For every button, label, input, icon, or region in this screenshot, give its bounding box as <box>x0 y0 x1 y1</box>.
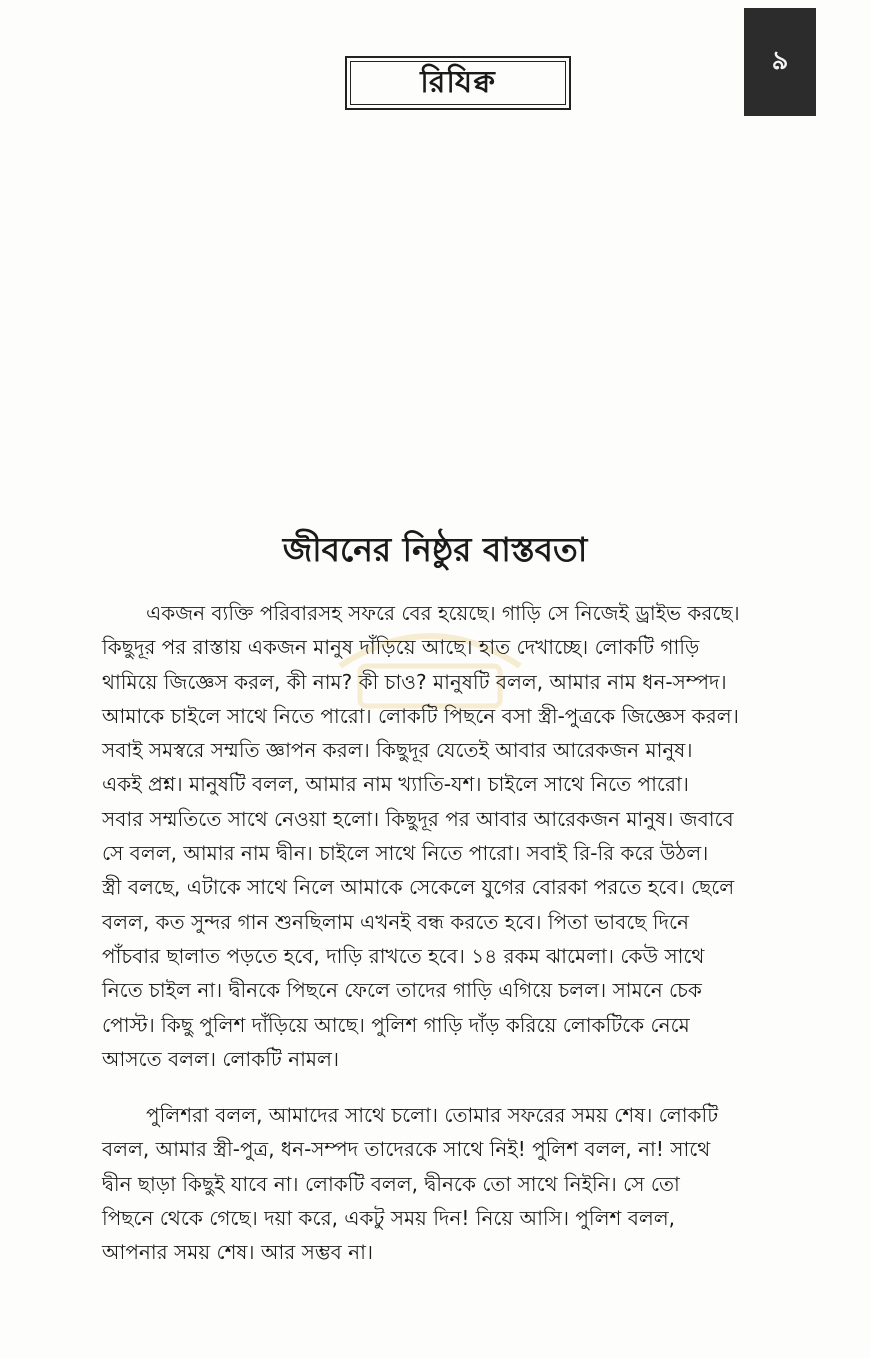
text-line: আপনার সময় শেষ। আর সম্ভব না। <box>102 1240 374 1265</box>
text-line: নিতে চাইল না। দ্বীনকে পিছনে ফেলে তাদের গাড়ি এগিয়ে চলল। সামনে চেক <box>102 978 702 1003</box>
paragraph-1 <box>102 596 826 1076</box>
text-line: পাঁচবার ছালাত পড়তে হবে, দাড়ি রাখতে হবে। ১৪ রকম ঝামেলা। কেউ সাথে <box>102 943 705 968</box>
text-line: একজন ব্যক্তি পরিবারসহ সফরে বের হয়েছে। গাড়ি সে নিজেই ড্রাইভ করছে। <box>146 601 740 625</box>
text-line: থামিয়ে জিজ্ঞেস করল, কী নাম? কী চাও? মানুষটি বলল, আমার নাম ধন-সম্পদ। <box>102 669 727 694</box>
text-line: সবার সম্মতিতে সাথে নেওয়া হলো। কিছুদূর পর আবার আরেকজন মানুষ। জবাবে <box>102 806 734 831</box>
paragraph-2 <box>102 1098 826 1269</box>
text-line: দ্বীন ছাড়া কিছুই যাবে না। লোকটি বলল, দ্বীনকে তো সাথে নিইনি। সে তো <box>102 1171 680 1196</box>
page-number-tab <box>744 8 816 116</box>
text-line: পোস্ট। কিছু পুলিশ দাঁড়িয়ে আছে। পুলিশ গাড়ি দাঁড় করিয়ে লোকটিকে নেমে <box>102 1012 690 1037</box>
chapter-title: জীবনের নিষ্ঠুর বাস্তবতা <box>282 530 588 569</box>
text-line: সবাই সমস্বরে সম্মতি জ্ঞাপন করল। কিছুদূর যেতেই আবার আরেকজন মানুষ। <box>102 738 693 763</box>
text-line: পুলিশরা বলল, আমাদের সাথে চলো। তোমার সফরের সময় শেষ। লোকটি <box>146 1103 719 1127</box>
text-line: আমাকে চাইলে সাথে নিতে পারো। লোকটি পিছনে বসা স্ত্রী-পুত্রকে জিজ্ঞেস করল। <box>102 703 739 728</box>
text-line: বলল, কত সুন্দর গান শুনছিলাম এখনই বন্ধ করতে হবে। পিতা ভাবছে দিনে <box>102 909 689 934</box>
text-line: সে বলল, আমার নাম দ্বীন। চাইলে সাথে নিতে পারো। সবাই রি-রি করে উঠল। <box>102 841 709 866</box>
text-line: একই প্রশ্ন। মানুষটি বলল, আমার নাম খ্যাতি-যশ। চাইলে সাথে নিতে পারো। <box>102 772 689 797</box>
text-line: স্ত্রী বলছে, এটাকে সাথে নিলে আমাকে সেকেলে যুগের বোরকা পরতে হবে। ছেলে <box>102 875 735 900</box>
text-line: বলল, আমার স্ত্রী-পুত্র, ধন-সম্পদ তাদেরকে সাথে নিই! পুলিশ বলল, না! সাথে <box>102 1137 711 1162</box>
text-line: পিছনে থেকে গেছে। দয়া করে, একটু সময় দিন! নিয়ে আসি। পুলিশ বলল, <box>102 1205 676 1230</box>
text-line: কিছুদূর পর রাস্তায় একজন মানুষ দাঁড়িয়ে আছে। হাত দেখাচ্ছে। লোকটি গাড়ি <box>102 635 700 660</box>
page-number: ৯ <box>771 46 789 76</box>
running-header-box <box>345 56 571 110</box>
running-header-title: রিযিক্ব <box>420 64 496 100</box>
text-line: আসতে বলল। লোকটি নামল। <box>102 1046 340 1071</box>
